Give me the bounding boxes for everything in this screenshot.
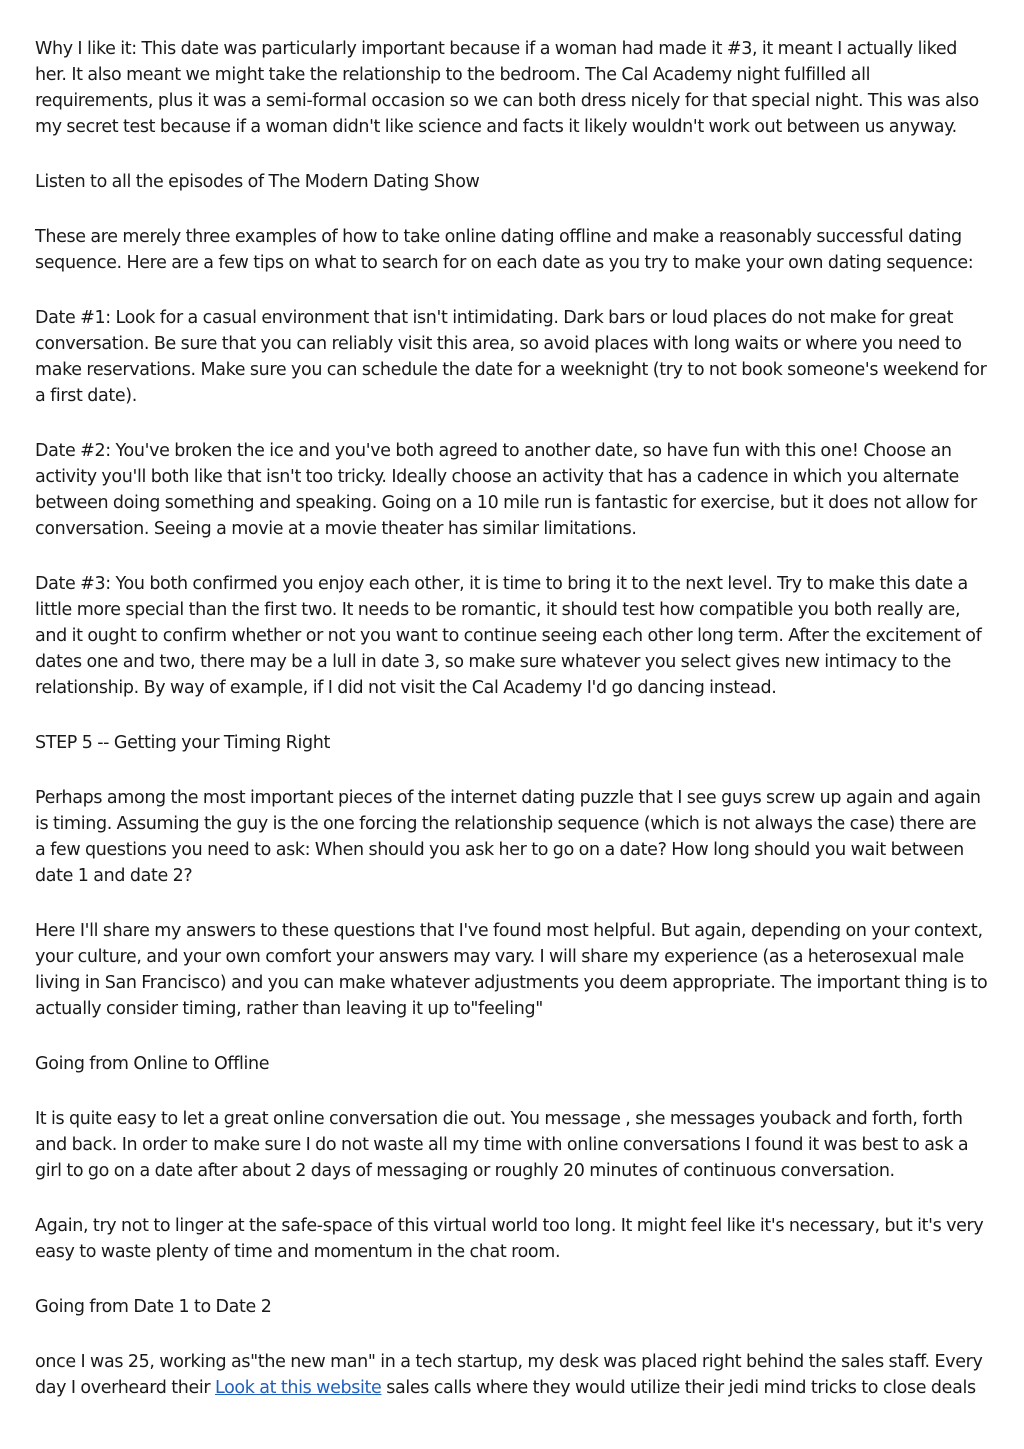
heading-online-to-offline: Going from Online to Offline bbox=[35, 1054, 270, 1074]
paragraph-why-i-like-it: Why I like it: This date was particularly important because if a woman had made it #3, it meant I actually liked her. It also meant we might take the relationship to the bedroom. The Cal Academy night fulfilled all requirements, plus it was a semi-formal occasion so we can both dress nicely for that special night. This was also my secret test because if a woman didn't like science and facts it likely wouldn't work out between us anyway. bbox=[35, 39, 979, 137]
paragraph-date-3: Date #3: You both confirmed you enjoy each other, it is time to bring it to the next level. Try to make this date a little more special than the first two. It needs to be romantic, it should test how compatible you both really are, and it ought to confirm whether or not you want to continue seeing each other long term. After the excitement of dates one and two, there may be a lull in date 3, so make sure whatever you select gives new intimacy to the relationship. By way of example, if I did not visit the Cal Academy I'd go dancing instead. bbox=[35, 574, 982, 698]
paragraph-three-examples: These are merely three examples of how to take online dating offline and make a reasonably successful dating sequence. Here are a few tips on what to search for on each date as you try to make your own dating sequence: bbox=[35, 227, 974, 273]
paragraph-safe-space: Again, try not to linger at the safe-space of this virtual world too long. It might feel like it's necessary, but it's very easy to waste plenty of time and momentum in the chat room. bbox=[35, 1216, 984, 1262]
paragraph-my-answers: Here I'll share my answers to these questions that I've found most helpful. But again, depending on your context, your culture, and your own comfort your answers may vary. I will share my experience (as a heterosexual male living in San Francisco) and you can make whatever adjustments you deem appropriate. The important thing is to actually consider timing, rather than leaving it up to"feeling" bbox=[35, 921, 988, 1019]
paragraph-text-after-link: sales calls where they would utilize their jedi mind tricks to close deals bbox=[381, 1378, 976, 1398]
paragraph-timing: Perhaps among the most important pieces of the internet dating puzzle that I see guys screw up again and again is timing. Assuming the guy is the one forcing the relationship sequence (which is not always the case) there are a few questions you need to ask: When should you ask her to go on a date? How long should you wait between date 1 and date 2? bbox=[35, 788, 981, 886]
paragraph-date-1: Date #1: Look for a casual environment that isn't intimidating. Dark bars or loud places do not make for great conversation. Be sure that you can reliably visit this area, so avoid places with long waits or where you need to make reservations. Make sure you can schedule the date for a weeknight (try to not book someone's weekend for a first date). bbox=[35, 308, 987, 406]
paragraph-date-2: Date #2: You've broken the ice and you've both agreed to another date, so have fun with this one! Choose an activity you'll both like that isn't too tricky. Ideally choose an activity that has a cadence in which you alternate between doing something and speaking. Going on a 10 mile run is fantastic for exercise, but it does not allow for conversation. Seeing a movie at a movie theater has similar limitations. bbox=[35, 441, 977, 539]
paragraph-conversation-die-out: It is quite easy to let a great online conversation die out. You message , she messages youback and forth, forth and back. In order to make sure I do not waste all my time with online conversations I found it was best to ask a girl to go on a date after about 2 days of messaging or roughly 20 minutes of continuous conversation. bbox=[35, 1109, 969, 1181]
heading-date-1-to-date-2: Going from Date 1 to Date 2 bbox=[35, 1297, 272, 1317]
paragraph-listen-episodes: Listen to all the episodes of The Modern Dating Show bbox=[35, 172, 480, 192]
paragraph-text-before-link: once I was 25, working as"the new man" in a tech startup, my desk was placed right behind the sales staff. Every day I overheard their bbox=[35, 1352, 983, 1398]
paragraph-tech-startup bbox=[35, 1349, 990, 1401]
look-at-this-website-link[interactable]: Look at this website bbox=[214, 1378, 382, 1398]
document-body bbox=[35, 36, 990, 1430]
heading-step-5: STEP 5 -- Getting your Timing Right bbox=[35, 733, 330, 753]
